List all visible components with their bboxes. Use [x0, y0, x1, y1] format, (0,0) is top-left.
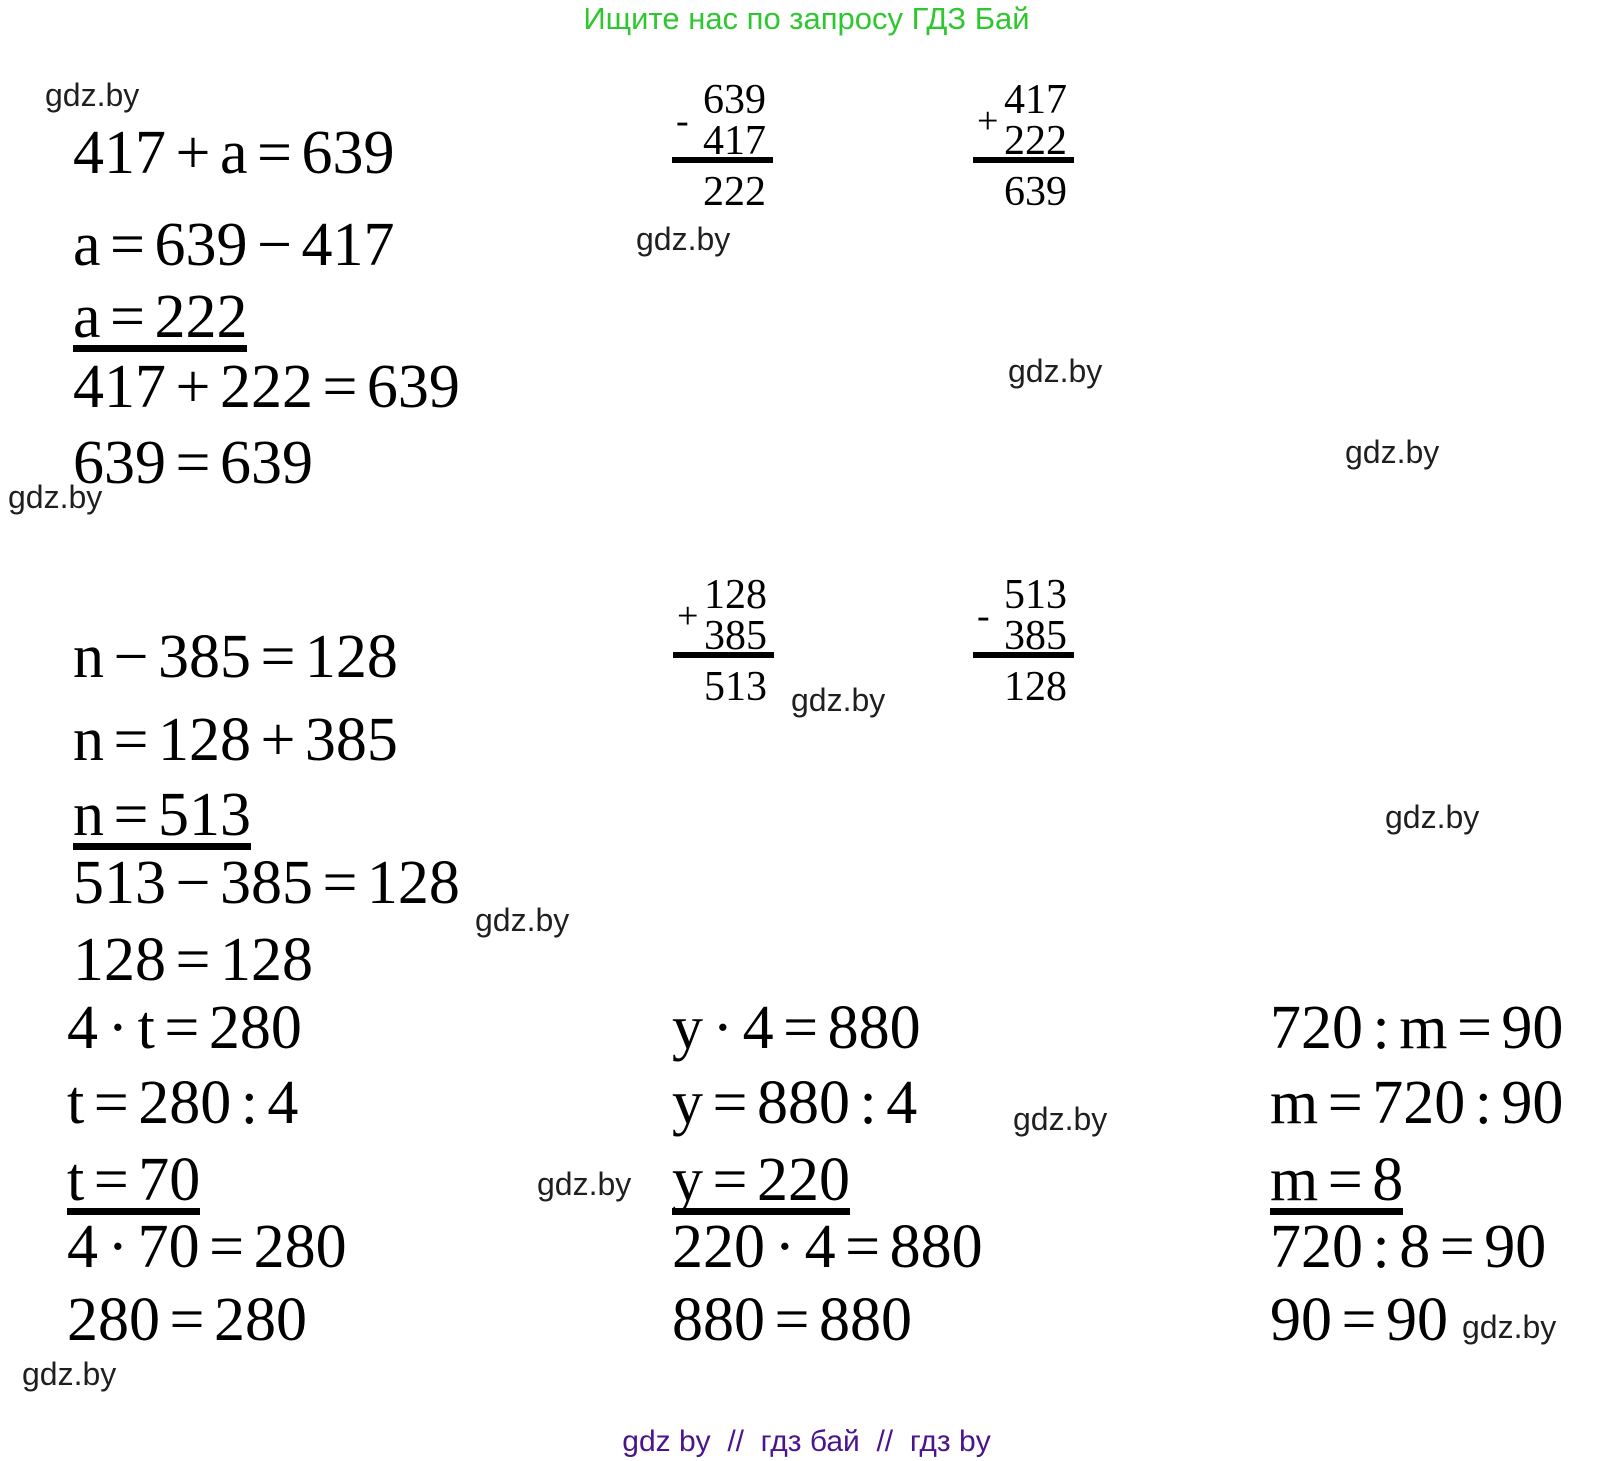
- subtrahend: 417: [703, 118, 766, 164]
- gdz-watermark: gdz.by: [45, 77, 140, 113]
- column-subtraction: [672, 77, 773, 215]
- gdz-watermark: gdz.by: [475, 902, 570, 938]
- gdz-watermark: gdz.by: [1385, 799, 1480, 835]
- equation-line: y = 880 : 4: [672, 1069, 918, 1137]
- equation-check: 639 = 639: [73, 429, 313, 497]
- column-addition: [673, 572, 774, 710]
- equation-check: 128 = 128: [73, 926, 313, 994]
- page-title: Ищите нас по запросу ГДЗ Бай: [583, 1, 1030, 36]
- gdz-watermark: gdz.by: [8, 479, 103, 515]
- gdz-watermark: gdz.by: [537, 1166, 632, 1202]
- minus-sign: -: [676, 100, 689, 142]
- page-footer: gdz by // гдз бай // гдз by: [622, 1425, 991, 1458]
- equation-answer: [1270, 1145, 1403, 1215]
- column-addition: [973, 77, 1074, 215]
- equation-check: 513 − 385 = 128: [73, 849, 460, 917]
- gdz-watermark: gdz.by: [1462, 1309, 1557, 1345]
- addend: 417: [1004, 77, 1067, 123]
- plus-sign: +: [977, 100, 999, 142]
- gdz-watermark: gdz.by: [791, 682, 886, 718]
- equation-answer: [672, 1145, 850, 1215]
- minus-sign: -: [977, 595, 990, 637]
- equation-line: 417 + a = 639: [73, 119, 395, 187]
- difference: 128: [1004, 664, 1067, 710]
- equation-check: 90 = 90: [1270, 1286, 1448, 1354]
- answer-underline: a = 222: [73, 283, 248, 351]
- answer-underline: n = 513: [73, 781, 251, 849]
- sum: 639: [1004, 169, 1067, 215]
- gdz-watermark: gdz.by: [1008, 353, 1103, 389]
- equation-check: 880 = 880: [672, 1286, 912, 1354]
- equation-answer: [73, 780, 251, 850]
- equation-answer: [73, 282, 247, 352]
- equation-line: a = 639 − 417: [73, 211, 395, 279]
- gdz-watermark: gdz.by: [1345, 434, 1440, 470]
- equation-line: n − 385 = 128: [73, 623, 398, 691]
- column-subtraction: [973, 572, 1074, 710]
- equation-check: 220 · 4 = 880: [672, 1213, 983, 1281]
- gdz-watermark: gdz.by: [22, 1356, 117, 1392]
- difference: 222: [703, 169, 766, 215]
- equation-check: 280 = 280: [67, 1286, 307, 1354]
- answer-underline: m = 8: [1270, 1146, 1404, 1214]
- equation-line: 4 · t = 280: [67, 994, 302, 1062]
- minuend: 513: [1004, 572, 1067, 618]
- answer-underline: t = 70: [67, 1146, 201, 1214]
- equation-line: t = 280 : 4: [67, 1069, 299, 1137]
- gdz-watermark: gdz.by: [1013, 1101, 1108, 1137]
- equation-check: 720 : 8 = 90: [1270, 1213, 1547, 1281]
- minuend: 639: [703, 77, 766, 123]
- equation-check: 417 + 222 = 639: [73, 353, 460, 421]
- plus-sign: +: [677, 595, 699, 637]
- answer-underline: y = 220: [672, 1146, 850, 1214]
- equation-line: 720 : m = 90: [1270, 994, 1564, 1062]
- equation-check: 4 · 70 = 280: [67, 1213, 347, 1281]
- subtrahend: 385: [1004, 613, 1067, 659]
- equation-line: n = 128 + 385: [73, 706, 398, 774]
- equation-answer: [67, 1145, 200, 1215]
- equation-line: y · 4 = 880: [672, 994, 921, 1062]
- addend: 385: [704, 613, 767, 659]
- addend: 128: [704, 572, 767, 618]
- addend: 222: [1004, 118, 1067, 164]
- equation-line: m = 720 : 90: [1270, 1069, 1564, 1137]
- sum: 513: [704, 664, 767, 710]
- gdz-watermark: gdz.by: [636, 221, 731, 257]
